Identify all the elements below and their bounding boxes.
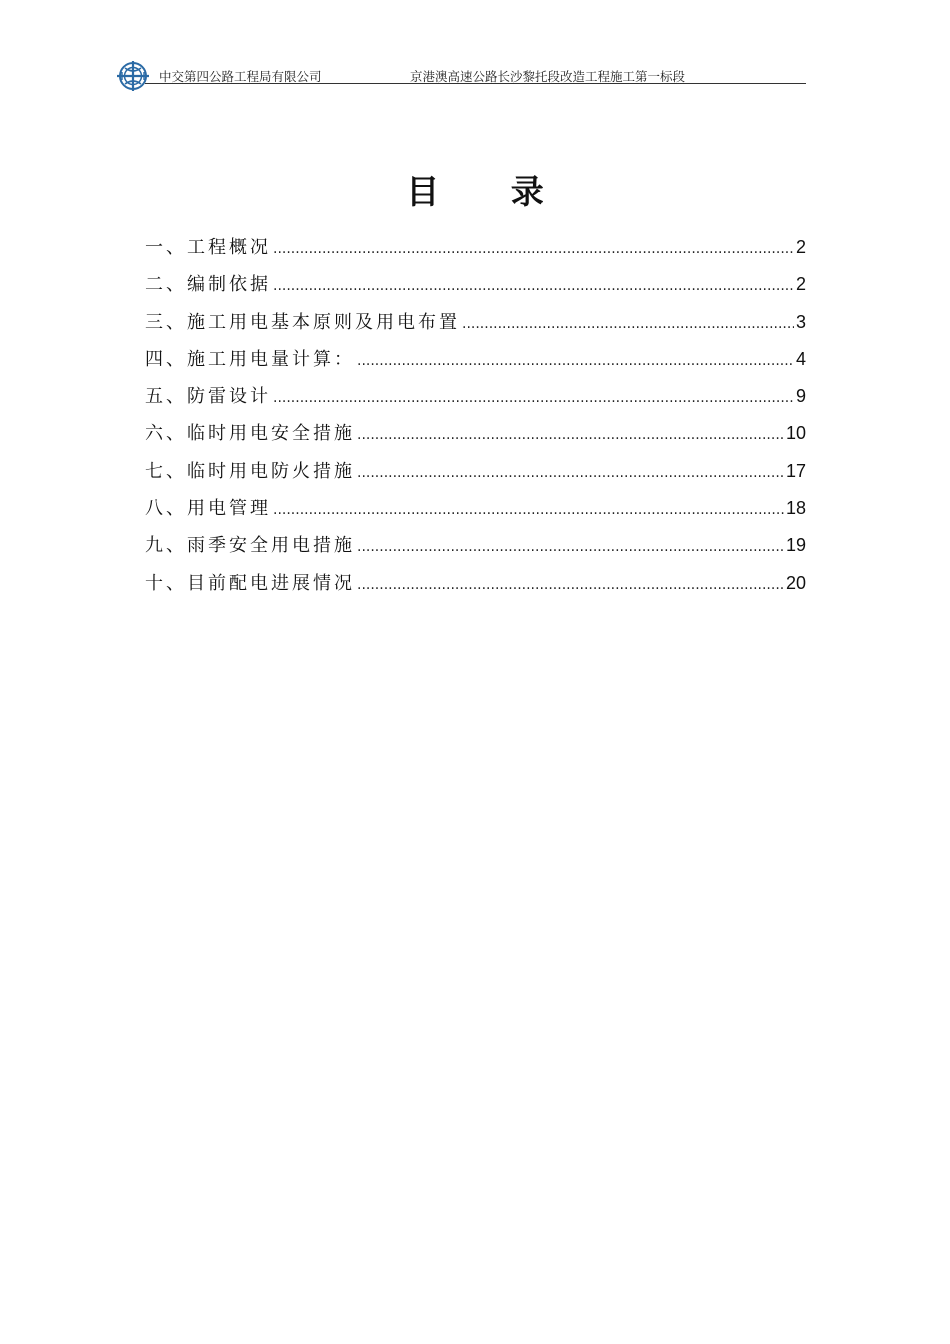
header-divider — [145, 83, 806, 84]
toc-dot-leader — [357, 532, 784, 562]
toc-title: 目 录 — [406, 172, 574, 211]
toc-entry[interactable] — [145, 269, 806, 306]
toc-entry-label: 十、目前配电进展情况 — [145, 572, 355, 594]
toc-entry[interactable] — [145, 344, 806, 381]
toc-entry-label: 四、施工用电量计算： — [145, 348, 355, 370]
ccccc-logo-icon — [115, 58, 153, 94]
toc-entry-page: 17 — [785, 460, 806, 481]
toc-entry[interactable] — [145, 418, 806, 455]
toc-dot-leader — [273, 234, 794, 264]
toc-entry-page: 3 — [795, 311, 806, 332]
toc-entry-label: 三、施工用电基本原则及用电布置 — [145, 311, 460, 333]
toc-entry-label: 九、雨季安全用电措施 — [145, 535, 355, 557]
toc-entry-page: 18 — [785, 498, 806, 519]
toc-entry-page: 20 — [785, 572, 806, 593]
toc-entry[interactable] — [145, 456, 806, 493]
toc-entry[interactable] — [145, 232, 806, 269]
toc-dot-leader — [357, 420, 784, 450]
toc-entry-label: 二、编制依据 — [145, 274, 271, 296]
toc-entry[interactable] — [145, 568, 806, 605]
page-header — [115, 58, 806, 94]
toc-entry-page: 10 — [785, 423, 806, 444]
toc-entry-label: 五、防雷设计 — [145, 386, 271, 408]
toc-entry-label: 七、临时用电防火措施 — [145, 460, 355, 482]
toc-entry[interactable] — [145, 530, 806, 567]
toc-dot-leader — [273, 383, 794, 413]
toc-entry-label: 六、临时用电安全措施 — [145, 423, 355, 445]
toc-dot-leader — [357, 346, 794, 376]
header-project-name: 京港澳高速公路长沙黎托段改造工程施工第一标段 — [410, 69, 686, 84]
toc-dot-leader — [273, 495, 784, 525]
toc-entry[interactable] — [145, 307, 806, 344]
toc-entry-page: 2 — [795, 237, 806, 257]
toc-dot-leader — [357, 570, 784, 600]
toc-entry-page: 4 — [795, 348, 806, 369]
toc-dot-leader — [462, 309, 794, 339]
toc-dot-leader — [357, 458, 784, 488]
toc-entry-page: 19 — [785, 535, 806, 556]
toc-entry-page: 9 — [795, 386, 806, 407]
header-company-name: 中交第四公路工程局有限公司 — [159, 69, 322, 84]
toc-dot-leader — [273, 271, 794, 301]
toc-entry-page: 2 — [795, 274, 806, 295]
toc-entry[interactable] — [145, 493, 806, 530]
toc-entry-label: 一、工程概况 — [145, 237, 271, 258]
toc-entry-label: 八、用电管理 — [145, 498, 271, 520]
table-of-contents — [145, 232, 806, 605]
toc-entry[interactable] — [145, 381, 806, 418]
